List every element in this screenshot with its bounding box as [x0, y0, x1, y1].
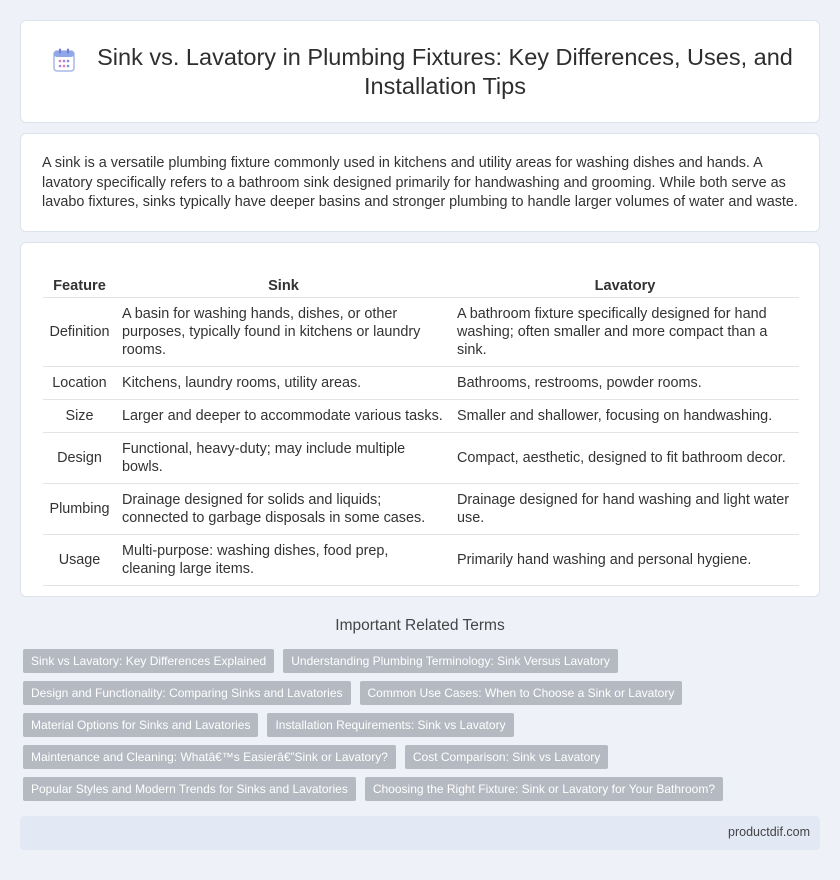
intro-card	[20, 133, 820, 232]
lavatory-cell: Compact, aesthetic, designed to fit bathroom decor.	[451, 432, 799, 483]
lavatory-cell: A bathroom fixture specifically designed for hand washing; often smaller and more compact than a sink.	[451, 297, 799, 366]
title-wrap	[21, 21, 819, 122]
sink-cell: A basin for washing hands, dishes, or other purposes, typically found in kitchens or laundry rooms.	[116, 297, 451, 366]
feature-cell: Design	[43, 432, 116, 483]
sink-cell: Kitchens, laundry rooms, utility areas.	[116, 366, 451, 399]
footer-site-name[interactable]: productdif.com	[728, 825, 810, 839]
related-term-link[interactable]: Cost Comparison: Sink vs Lavatory	[405, 745, 608, 769]
tag-row	[23, 649, 823, 673]
comparison-table	[43, 275, 799, 586]
lavatory-cell: Bathrooms, restrooms, powder rooms.	[451, 366, 799, 399]
table-row	[43, 399, 799, 432]
related-terms-list	[23, 649, 823, 809]
related-term-link[interactable]: Sink vs Lavatory: Key Differences Explained	[23, 649, 274, 673]
related-terms-title: Important Related Terms	[335, 617, 505, 634]
intro-paragraph: A sink is a versatile plumbing fixture commonly used in kitchens and utility areas for washing dishes and hands. A lavatory specifically refers to a bathroom sink designed primarily for handwashing and grooming. While both serve as lavabo fixtures, sinks typically have deeper basins and stronger plumbing to handle larger volumes of water and waste.	[42, 155, 798, 210]
tag-row	[23, 745, 823, 769]
lavatory-cell: Primarily hand washing and personal hygiene.	[451, 534, 799, 585]
table-row	[43, 297, 799, 366]
lavatory-cell: Drainage designed for hand washing and light water use.	[451, 483, 799, 534]
table-row	[43, 483, 799, 534]
related-term-link[interactable]: Installation Requirements: Sink vs Lavatory	[267, 713, 513, 737]
sink-cell: Drainage designed for solids and liquids; connected to garbage disposals in some cases.	[116, 483, 451, 534]
related-term-link[interactable]: Understanding Plumbing Terminology: Sink Versus Lavatory	[283, 649, 618, 673]
comparison-card	[20, 242, 820, 597]
feature-cell: Plumbing	[43, 483, 116, 534]
related-term-link[interactable]: Material Options for Sinks and Lavatories	[23, 713, 258, 737]
sink-cell: Larger and deeper to accommodate various tasks.	[116, 399, 451, 432]
related-term-link[interactable]: Design and Functionality: Comparing Sinks and Lavatories	[23, 681, 351, 705]
feature-cell: Definition	[43, 297, 116, 366]
feature-cell: Usage	[43, 534, 116, 585]
table-row	[43, 432, 799, 483]
table-header-row	[43, 275, 799, 297]
related-term-link[interactable]: Choosing the Right Fixture: Sink or Lavatory for Your Bathroom?	[365, 777, 723, 801]
tag-row	[23, 777, 823, 801]
header-feature: Feature	[43, 275, 116, 297]
sink-cell: Functional, heavy-duty; may include multiple bowls.	[116, 432, 451, 483]
table-row	[43, 534, 799, 585]
tag-row	[23, 713, 823, 737]
tag-row	[23, 681, 823, 705]
footer	[20, 816, 820, 850]
table-row	[43, 366, 799, 399]
related-term-link[interactable]: Maintenance and Cleaning: Whatâ€™s Easierâ€”Sink or Lavatory?	[23, 745, 396, 769]
page-title: Sink vs. Lavatory in Plumbing Fixtures: Key Differences, Uses, and Installation Tips	[97, 43, 793, 99]
feature-cell: Size	[43, 399, 116, 432]
header-lavatory: Lavatory	[451, 275, 799, 297]
related-term-link[interactable]: Common Use Cases: When to Choose a Sink or Lavatory	[360, 681, 683, 705]
sink-cell: Multi-purpose: washing dishes, food prep, cleaning large items.	[116, 534, 451, 585]
related-term-link[interactable]: Popular Styles and Modern Trends for Sinks and Lavatories	[23, 777, 356, 801]
header-sink: Sink	[116, 275, 451, 297]
title-card	[20, 20, 820, 123]
feature-cell: Location	[43, 366, 116, 399]
lavatory-cell: Smaller and shallower, focusing on handwashing.	[451, 399, 799, 432]
